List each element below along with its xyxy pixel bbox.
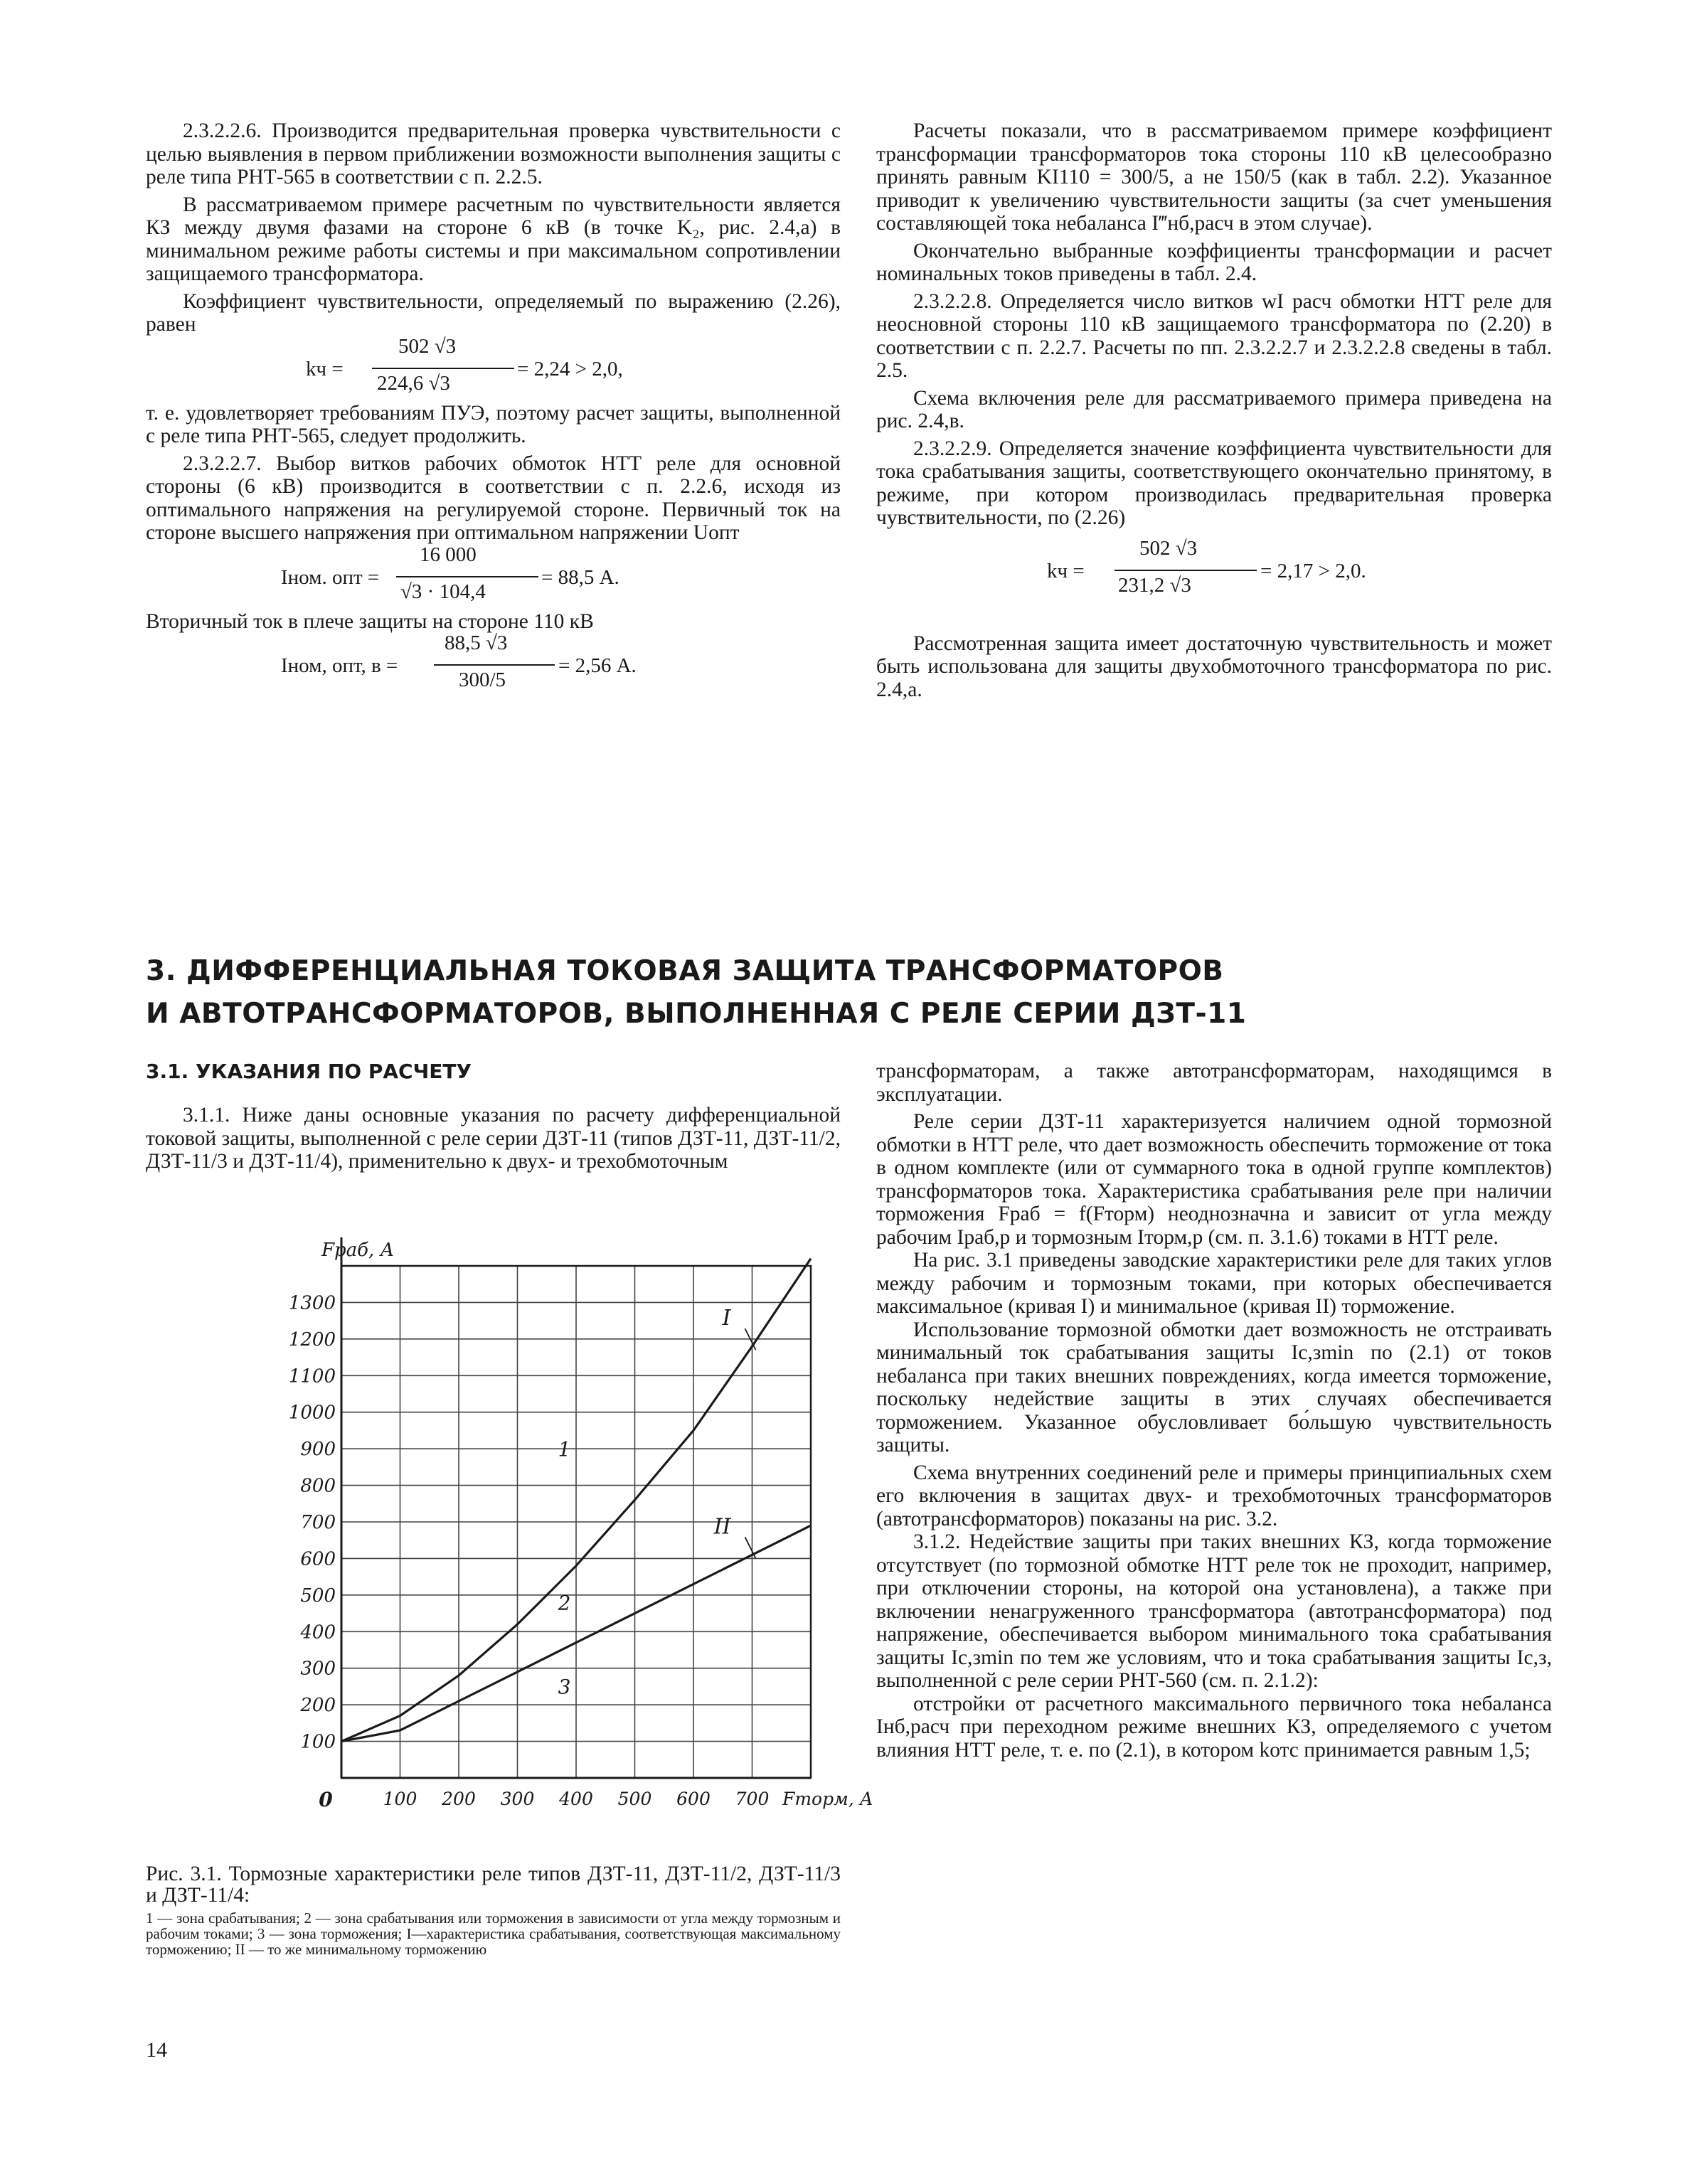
left-top-column: [146, 119, 841, 698]
paragraph-pue: т. е. удовлетворяет требованиям ПУЭ, поэтому расчет защиты, выполненной с реле типа РНТ-565, следует продолжить.: [146, 401, 841, 447]
figure-caption-legend: 1 — зона срабатывания; 2 — зона срабатывания или торможения в зависимости от угла между тормозным и рабочим токами; 3 — зона торможения; I—характеристика срабатывания, соответствующая максимальному торможению; II — то же минимальному торможению: [146, 1909, 841, 1958]
paragraph-2-3-2-2-9: 2.3.2.2.9. Определяется значение коэффициента чувствительности для тока срабатывания защиты, соответствующего окончательно принятому, в режиме, при котором производилась предварительная проверка чувствительности, по (2.26): [876, 437, 1552, 529]
zone-label: 3: [558, 1675, 571, 1699]
y-tick-label: 300: [300, 1658, 336, 1680]
right-top-column: [876, 119, 1552, 701]
formula-right: = 2,56 А.: [558, 654, 637, 677]
x-tick-label: 500: [617, 1789, 652, 1809]
y-tick-label: 1000: [288, 1402, 336, 1424]
right-bottom-column: [876, 1060, 1552, 1762]
section-title-line-1: 3. ДИФФЕРЕНЦИАЛЬНАЯ ТОКОВАЯ ЗАЩИТА ТРАНСФОРМАТОРОВ: [146, 955, 1224, 987]
paragraph-2-3-2-2-8: 2.3.2.2.8. Определяется число витков wI расч обмотки НТТ реле для неосновной стороны 110 кВ защищаемого трансформатора по (2.20) в соответствии с п. 2.2.7. Расчеты по пп. 2.3.2.2.7 и 2.3.2.2.8 сведены в табл. 2.5.: [876, 289, 1552, 382]
paragraph-tuning: отстройки от расчетного максимального первичного тока небаланса Iнб,расч при переходном режиме внешних КЗ, определяемого с учетом влияния НТТ реле, т. е. по (2.1), в котором kотс принимается равным 1,5;: [876, 1692, 1552, 1762]
zone-label: 2: [558, 1591, 571, 1615]
paragraph-2-3-2-2-7: 2.3.2.2.7. Выбор витков рабочих обмоток НТТ реле для основной стороны (6 кВ) производится в соответствии с п. 2.2.6, исходя из оптимального напряжения на регулируемой стороне. Первичный ток на стороне высшего напряжения при оптимальном напряжении Uопт: [146, 452, 841, 544]
formula-inom-opt-v: [146, 633, 841, 698]
formula-kch-2: [876, 538, 1552, 604]
section-title-line-2: И АВТОТРАНСФОРМАТОРОВ, ВЫПОЛНЕННАЯ С РЕЛЕ СЕРИИ ДЗТ-11: [146, 998, 1247, 1030]
paragraph-sensitivity-coeff: Коэффициент чувствительности, определяемый по выражению (2.26), равен: [146, 289, 841, 336]
section-title: [146, 950, 1568, 1035]
formula-left: Iном, опт, в =: [281, 654, 398, 677]
formula-denominator: 231,2 √3: [1118, 573, 1191, 597]
formula-right: = 88,5 А.: [541, 565, 619, 589]
formula-numerator: 16 000: [420, 543, 477, 566]
formula-denominator: √3 · 104,4: [400, 580, 486, 603]
formula-right: = 2,17 > 2,0.: [1260, 559, 1366, 582]
series-label-II: II: [713, 1514, 731, 1540]
left-bottom-column: [146, 1104, 841, 1173]
paragraph-conclusion: Рассмотренная защита имеет достаточную чувствительность и может быть использована для защиты двухобмоточного трансформатора по рис. 2.4,а.: [876, 632, 1552, 701]
formula-kch-1: [146, 336, 841, 402]
formula-denominator: 300/5: [459, 668, 506, 691]
paragraph-scheme: Схема включения реле для рассматриваемого примера приведена на рис. 2.4,в.: [876, 386, 1552, 432]
chart-grid: [341, 1266, 811, 1778]
paragraph-internal-scheme: Схема внутренних соединений реле и примеры принципиальных схем его включения в защитах двух- и трехобмоточных трансформаторов (автотрансформаторов) показаны на рис. 3.2.: [876, 1461, 1552, 1530]
x-tick-label: 300: [500, 1789, 535, 1809]
y-tick-label: 1200: [288, 1328, 336, 1351]
paragraph-calculations: Расчеты показали, что в рассматриваемом примере коэффициент трансформации трансформаторов тока стороны 110 кВ целесообразно принять равным KI110 = 300/5, а не 150/5 (как в табл. 2.2). Указанное приводит к увеличению чувствительности защиты (за счет уменьшения составляющей тока небаланса I‴нб,расч в этом случае).: [876, 119, 1552, 235]
paragraph-3-1-2: 3.1.2. Недействие защиты при таких внешних КЗ, когда торможение отсутствует (по тормозной обмотке НТТ реле ток не проходит, например, при отключении стороны, на которой она установлена), а также при включении ненагруженного трансформатора (автотрансформатора) под напряжение, обеспечивается выбором минимального тока срабатывания защиты Iс,зmin по тем же условиям, что и тока срабатывания защиты Iс,з, выполненной с реле серии РНТ-560 (см. п. 2.1.2):: [876, 1530, 1552, 1692]
zone-label: 1: [558, 1437, 571, 1461]
paragraph-fig-3-1: На рис. 3.1 приведены заводские характеристики реле для таких углов между рабочим и тормозным токами, при которых обеспечивается максимальное (кривая I) и минимальное (кривая II) торможение.: [876, 1249, 1552, 1318]
y-axis-label: Fраб, А: [321, 1240, 395, 1261]
formula-denominator: 224,6 √3: [377, 371, 450, 395]
x-tick-label: 400: [559, 1789, 593, 1809]
paragraph-3-1-1: 3.1.1. Ниже даны основные указания по расчету дифференциальной токовой защиты, выполненной с реле серии ДЗТ-11 (типов ДЗТ-11, ДЗТ-11/2, ДЗТ-11/3 и ДЗТ-11/4), применительно к двух- и трехобмоточным: [146, 1104, 841, 1173]
formula-inom-opt: [146, 545, 841, 610]
y-tick-label: 1100: [288, 1365, 336, 1387]
y-tick-label: 900: [300, 1439, 336, 1461]
y-tick-label: 800: [300, 1475, 336, 1497]
formula-numerator: 88,5 √3: [445, 632, 508, 654]
x-tick-label: 600: [676, 1789, 711, 1809]
formula-left: kч =: [306, 357, 344, 380]
paragraph-secondary-current: Вторичный ток в плече защиты на стороне 110 кВ: [146, 609, 594, 633]
y-tick-label: 600: [300, 1548, 336, 1570]
y-tick-label: 200: [300, 1695, 336, 1717]
formula-numerator: 502 √3: [1139, 536, 1198, 560]
paragraph-transformers-cont: трансформаторам, а также автотрансформаторам, находящимся в эксплуатации.: [876, 1060, 1552, 1106]
paragraph-braking-winding: Использование тормозной обмотки дает возможность не отстраивать минимальный ток срабатывания защиты Iс,зmin по (2.1) от токов небаланса при таких внешних повреждениях, когда имеется торможение, поскольку недействие защиты в этих случаях обеспечивается торможением. Указанное обусловливает бо́льшую чувствительность защиты.: [876, 1318, 1552, 1456]
formula-right: = 2,24 > 2,0,: [517, 357, 623, 380]
formula-numerator: 502 √3: [398, 334, 457, 358]
origin-label: 0: [319, 1788, 333, 1811]
x-axis-label: Fторм, А: [782, 1789, 873, 1809]
y-tick-label: 100: [300, 1731, 336, 1753]
figure-caption: [146, 1863, 841, 1957]
y-tick-label: 700: [300, 1512, 336, 1533]
paragraph-2-3-2-2-6: 2.3.2.2.6. Производится предварительная проверка чувствительности с целью выявления в первом приближении возможности выполнения защиты с реле типа РНТ-565 в соответствии с п. 2.2.5.: [146, 119, 841, 188]
y-tick-label: 1300: [288, 1292, 336, 1314]
formula-left: Iном. опт =: [281, 565, 380, 589]
y-tick-label: 400: [300, 1621, 336, 1644]
x-tick-label: 200: [442, 1789, 476, 1809]
y-tick-label: 500: [300, 1584, 336, 1607]
paragraph-final-coeffs: Окончательно выбранные коэффициенты трансформации и расчет номинальных токов приведены в табл. 2.4.: [876, 239, 1552, 285]
series-label-I: I: [722, 1306, 731, 1331]
figure-caption-title: Рис. 3.1. Тормозные характеристики реле типов ДЗТ-11, ДЗТ-11/2, ДЗТ-11/3 и ДЗТ-11/4:: [146, 1863, 841, 1907]
page-number: 14: [146, 2038, 167, 2062]
paragraph-dzt11-braking: Реле серии ДЗТ-11 характеризуется наличием одной тормозной обмотки в НТТ реле, что дает возможность обеспечить торможение от тока в одном комплекте (или от суммарного тока в одной группе комплектов) трансформаторов тока. Характеристика срабатывания реле при наличии торможения Fраб = f(Fторм) неоднозначна и зависит от угла между рабочим Iраб,р и тормозным Iторм,р (см. п. 3.1.6) токами в НТТ реле.: [876, 1110, 1552, 1249]
x-tick-label: 700: [735, 1789, 770, 1809]
paragraph-sensitivity-example: В рассматриваемом примере расчетным по чувствительности является КЗ между двумя фазами на стороне 6 кВ (в точке K₂, рис. 2.4,а) в минимальном режиме работы системы и при максимальном сопротивлении защищаемого трансформатора.: [146, 193, 841, 285]
formula-left: kч =: [1047, 559, 1085, 582]
braking-characteristic-chart: [288, 1223, 873, 1863]
subsection-title: 3.1. УКАЗАНИЯ ПО РАСЧЕТУ: [146, 1060, 472, 1083]
x-tick-label: 100: [383, 1789, 417, 1809]
